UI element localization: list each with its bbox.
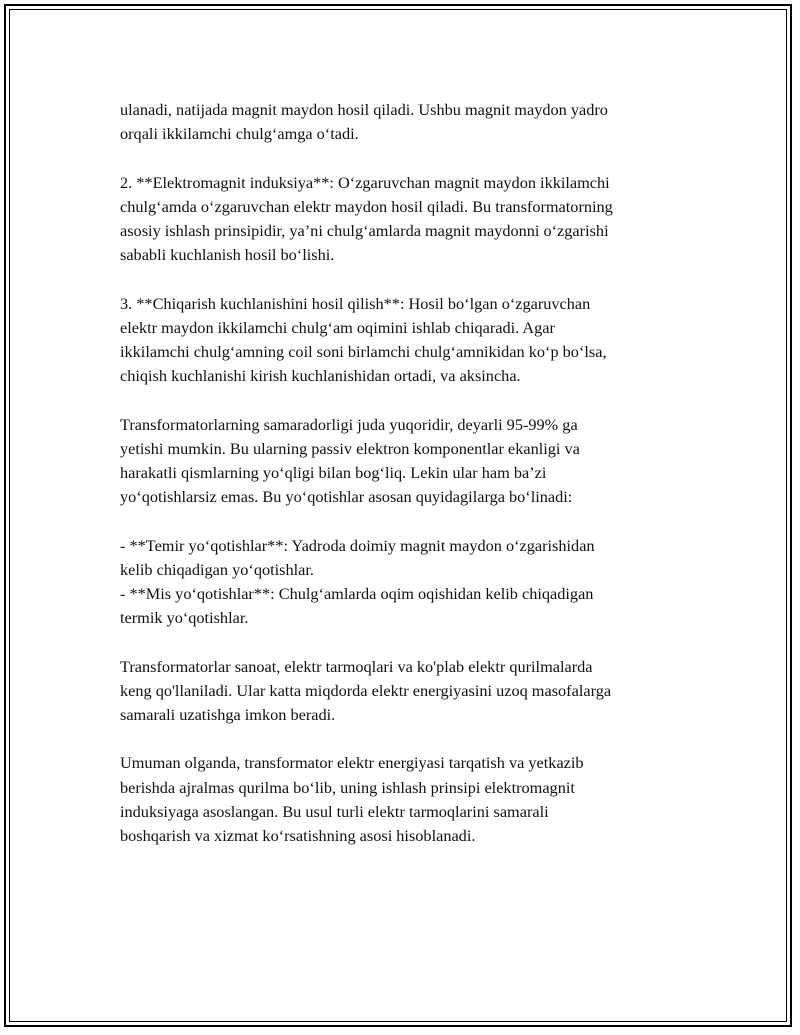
text-line: samarali uzatishga imkon beradi. bbox=[120, 705, 336, 724]
text-line: yo‘qotishlarsiz emas. Bu yo‘qotishlar asosan quyidagilarga bo‘linadi: bbox=[120, 487, 573, 507]
text-line: induksiyaga asoslangan. Bu usul turli elektr tarmoqlarini samarali bbox=[120, 801, 549, 821]
text-line: Transformatorlar sanoat, elektr tarmoqlari va ko'plab elektr qurilmalarda bbox=[120, 656, 593, 676]
paragraph-3 bbox=[120, 292, 690, 389]
paragraph-6 bbox=[120, 655, 690, 728]
text-line: chulg‘amda o‘zgaruvchan elektr maydon hosil qiladi. Bu transformatorning bbox=[120, 196, 613, 216]
text-line: 2. **Elektromagnit induksiya**: O‘zgaruvchan magnit maydon ikkilamchi bbox=[120, 172, 610, 192]
text-line: keng qo'llaniladi. Ular katta miqdorda elektr energiyasini uzoq masofalarga bbox=[120, 680, 612, 700]
page-frame bbox=[4, 4, 792, 1027]
list-item: - **Temir yo‘qotishlar**: Yadroda doimiy magnit maydon o‘zgarishidan bbox=[120, 535, 595, 555]
text-line: termik yo‘qotishlar. bbox=[120, 608, 249, 628]
text-line: asosiy ishlash prinsipidir, ya’ni chulg‘amlarda magnit maydonni o‘zgarishi bbox=[120, 221, 609, 240]
paragraph-1 bbox=[120, 98, 690, 146]
text-line: elektr maydon ikkilamchi chulg‘am oqimini ishlab chiqaradi. Agar bbox=[120, 317, 555, 337]
text-line: sababli kuchlanish hosil bo‘lishi. bbox=[120, 245, 335, 265]
document-body bbox=[120, 98, 690, 848]
text-line: ulanadi, natijada magnit maydon hosil qiladi. Ushbu magnit maydon yadro bbox=[120, 100, 608, 119]
paragraph-7 bbox=[120, 751, 690, 848]
list-item: - **Mis yo‘qotishlar**: Chulg‘amlarda oqim oqishidan kelib chiqadigan bbox=[120, 584, 594, 603]
text-line: Transformatorlarning samaradorligi juda yuqoridir, deyarli 95-99% ga bbox=[120, 414, 578, 434]
paragraph-2 bbox=[120, 171, 690, 268]
text-line: berishda ajralmas qurilma bo‘lib, uning ishlash prinsipi elektromagnit bbox=[120, 777, 575, 797]
paragraph-4 bbox=[120, 413, 690, 510]
text-line: chiqish kuchlanishi kirish kuchlanishidan ortadi, va aksincha. bbox=[120, 366, 521, 386]
text-line: Umuman olganda, transformator elektr energiyasi tarqatish va yetkazib bbox=[120, 753, 584, 773]
bullet-list bbox=[120, 534, 690, 631]
text-line: orqali ikkilamchi chulg‘amga o‘tadi. bbox=[120, 124, 359, 144]
text-line: ikkilamchi chulg‘amning coil soni birlamchi chulg‘amnikidan ko‘p bo‘lsa, bbox=[120, 342, 607, 361]
text-line: boshqarish va xizmat ko‘rsatishning asosi hisoblanadi. bbox=[120, 826, 476, 845]
text-line: 3. **Chiqarish kuchlanishini hosil qilish**: Hosil bo‘lgan o‘zgaruvchan bbox=[120, 293, 591, 313]
text-line: yetishi mumkin. Bu ularning passiv elektron komponentlar ekanligi va bbox=[120, 438, 580, 458]
text-line: harakatli qismlarning yo‘qligi bilan bog‘liq. Lekin ular ham ba’zi bbox=[120, 463, 547, 482]
text-line: kelib chiqadigan yo‘qotishlar. bbox=[120, 559, 314, 579]
